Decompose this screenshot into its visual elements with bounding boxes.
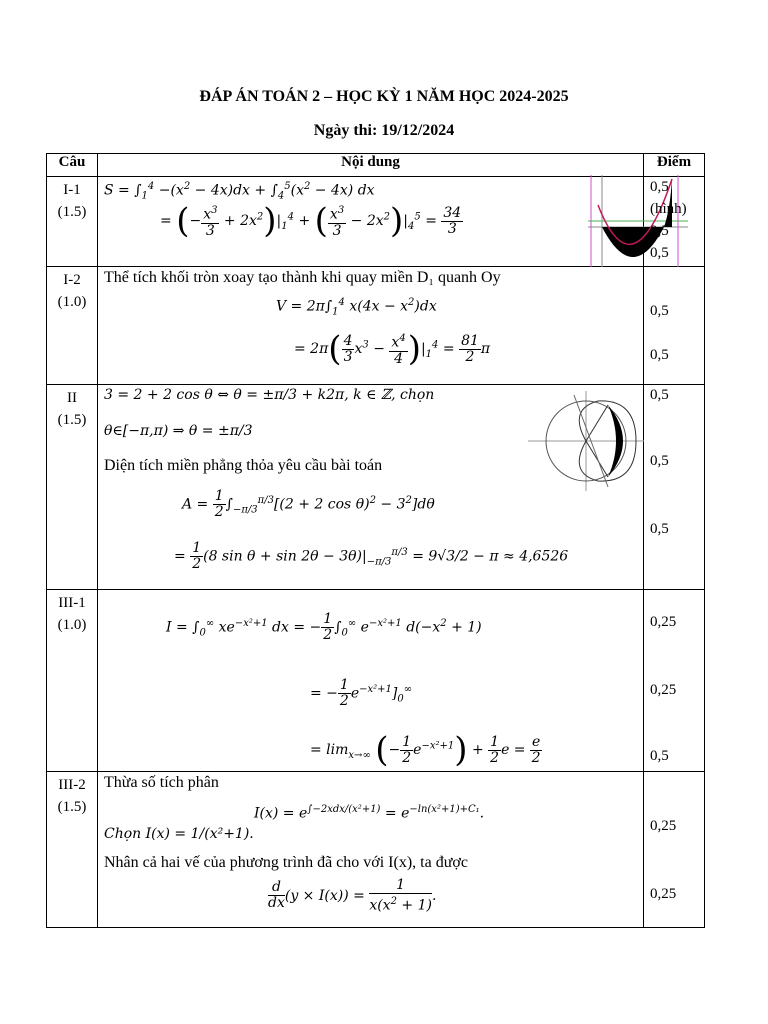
col-header-noi-dung: Nội dung — [98, 154, 644, 177]
question-id: I-1 — [63, 182, 81, 198]
formula-integral-eval: = − $\frac{1}{2}$ $e^{-x^2+1}]_0^\infty$ — [310, 677, 413, 709]
formula-volume-eval: = 2π( $\frac{4}{3}$ $x^3$ − $\frac{x^4}{4}$ )$|_1^4$ = $\frac{81}{2}$ π — [294, 329, 491, 369]
score-cell — [644, 385, 705, 590]
theta-choice: θ∈[−π,π) ⇒ θ = ±π/3 — [104, 423, 253, 439]
score: 0,5 — [650, 347, 669, 363]
question-id: II — [67, 390, 77, 406]
table-row — [47, 772, 705, 928]
question-cell — [47, 267, 98, 385]
formula-area: $S = \int_1^4 -(x^2 - 4x)dx + \int_4^5(x^2 - 4x)$ dx — [104, 181, 375, 202]
score: 0,5 — [650, 453, 669, 469]
table-row — [47, 590, 705, 772]
cardioid-graph — [528, 391, 644, 491]
formula-integrating-factor: $I(x) = e^{\int-2xdx/(x^2+1)} = e^{-ln(x^2+1)+C_1}$. — [254, 804, 485, 822]
score: 0,25 — [650, 682, 677, 698]
question-points: (1.5) — [57, 412, 87, 428]
formula-integral: $I = \int_0^\infty$ $xe^{-x^2+1}$ dx = − $\frac{1}{2}$ $\int_0^\infty$ $e^{-x^2+1}$ $d(-x^2 + 1)$ — [166, 611, 482, 643]
score-cell — [644, 177, 705, 267]
area-result: = 9√3/2 − π ≈ 4,6526 — [412, 548, 569, 565]
exam-date: Ngày thi: 19/12/2024 — [313, 122, 455, 139]
formula-integral-limit: = $\lim_{x\to\infty}$ (− $\frac{1}{2}$ $e^{-x^2+1}$) + $\frac{1}{2}$ e = $\frac{e}{2}$ — [310, 730, 541, 770]
content-cell — [98, 267, 644, 385]
table-row — [47, 267, 705, 385]
question-points: (1.5) — [57, 799, 87, 815]
score: 0,25 — [650, 818, 677, 834]
question-cell — [47, 590, 98, 772]
polar-equation: 3 = 2 + 2 cos θ ⇔ θ = ±π/3 + k2π, k ∈ ℤ, chọn — [104, 387, 435, 403]
col-header-diem: Điểm — [644, 154, 705, 177]
content-cell — [98, 772, 644, 928]
score: 0,5 — [650, 303, 669, 319]
score: 0,5 — [650, 748, 669, 764]
col-header-cau: Câu — [47, 154, 98, 177]
multiply-description: Nhân cả hai vế của phương trình đã cho với I(x), ta được — [104, 854, 468, 871]
score-cell — [644, 772, 705, 928]
score: 0,5 — [650, 245, 669, 261]
score-cell — [644, 267, 705, 385]
score: 0,25 — [650, 614, 677, 630]
score: 0,5 — [650, 179, 669, 195]
content-cell — [98, 590, 644, 772]
volume-description: Thể tích khối tròn xoay tạo thành khi quay miền D₁ quanh Oy — [104, 269, 501, 286]
choose-factor: Chọn I(x) = 1/(x²+1). — [104, 826, 254, 842]
page-title: ĐÁP ÁN TOÁN 2 – HỌC KỲ 1 NĂM HỌC 2024-2025 — [199, 88, 569, 105]
score-cell — [644, 590, 705, 772]
question-points: (1.5) — [57, 204, 87, 220]
score: 0,5 — [650, 223, 669, 239]
formula-volume: $V = 2\pi\int_1^4$ $x(4x - x^2)dx$ — [276, 297, 437, 318]
question-points: (1.0) — [57, 617, 87, 633]
content-cell — [98, 177, 644, 267]
question-cell — [47, 385, 98, 590]
table-row — [47, 177, 705, 267]
answer-table — [46, 153, 705, 928]
question-id: III-1 — [58, 595, 86, 611]
formula-area-eval: = (− $\frac{x^3}{3}$ + $2x^2)|_1^4$ + ( $\frac{x^3}{3}$ − $2x^2)|_4^5$ = $\frac{34}{3}$ — [160, 201, 462, 241]
table-row — [47, 385, 705, 590]
formula-polar-area-eval: = $\frac{1}{2}$ (8 $\sin \theta + \sin 2\theta - 3\theta)|_{-\pi/3}^{\pi/3} = 9√3/2 - \pi \approx 4,6526$ — [174, 540, 569, 572]
score-note: (hình) — [650, 201, 687, 217]
integrating-factor-label: Thừa số tích phân — [104, 774, 219, 791]
score: 0,5 — [650, 521, 669, 537]
question-points: (1.0) — [57, 294, 87, 310]
score: 0,25 — [650, 886, 677, 902]
question-id: III-2 — [58, 777, 86, 793]
table-header-row — [47, 154, 705, 177]
formula-polar-area: A = $\frac{1}{2}$ $\int_{-\pi/3}^{\pi/3}[(2 + 2$ $\cos \theta)^2 - 3^2]d\theta$ — [182, 488, 435, 520]
formula-ode: $\frac{d}{dx}$ (y × I(x)) = $\frac{1}{x(x^2 + 1)}$ . — [268, 877, 437, 914]
question-cell — [47, 772, 98, 928]
question-id: I-2 — [63, 272, 81, 288]
question-cell — [47, 177, 98, 267]
score: 0,5 — [650, 387, 669, 403]
area-description: Diện tích miền phẳng thỏa yêu cầu bài toán — [104, 457, 383, 474]
content-cell — [98, 385, 644, 590]
